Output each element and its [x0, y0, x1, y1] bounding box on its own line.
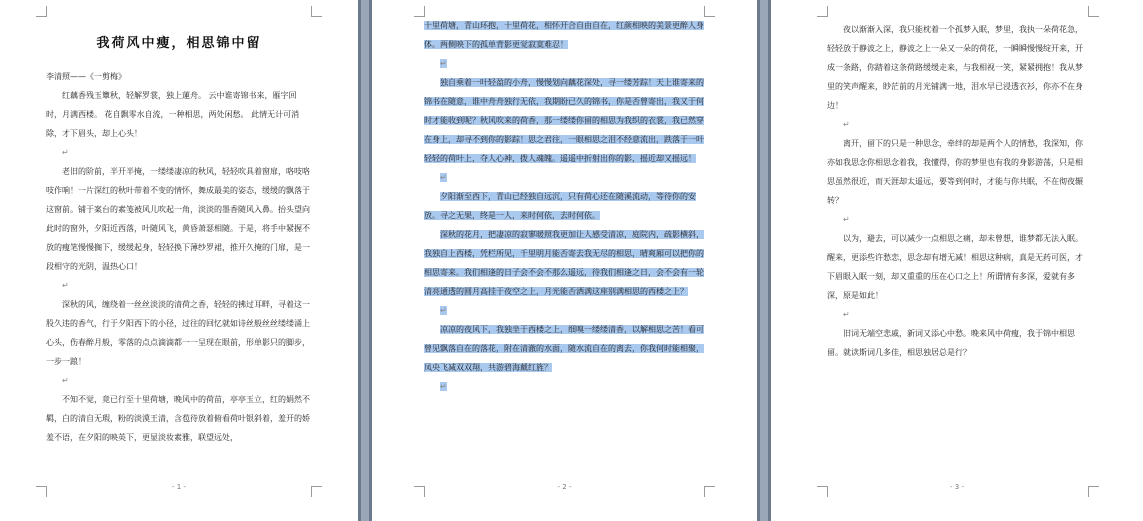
paragraph[interactable] [424, 73, 705, 168]
crop-mark [36, 6, 47, 17]
empty-paragraph[interactable]: ↵ [440, 59, 447, 68]
paragraph-text: 十里荷塘，青山环抱，十里荷花，相怀开合自由自在，红颜相映的美景更醉人身体。两侧映下的孤单背影更觉寂寞难忍！ [424, 21, 704, 49]
paragraph[interactable] [46, 295, 312, 371]
page-gap [358, 0, 372, 521]
paragraph[interactable] [46, 162, 312, 276]
document-page-3[interactable] [771, 0, 1143, 521]
empty-paragraph[interactable]: ↵ [843, 310, 850, 319]
empty-paragraph[interactable]: ↵ [440, 306, 447, 315]
document-page-1[interactable] [0, 0, 358, 521]
paragraph[interactable] [424, 16, 705, 54]
paragraph[interactable] [46, 67, 312, 86]
empty-paragraph[interactable]: ↵ [843, 215, 850, 224]
paragraph-text: 深秋的风，缠绕着一丝丝淡淡的清荷之香，轻轻的拂过耳畔，寻着这一股久违的香气，行于夕阳西下的小径，过往的回忆就如诗丝般丝丝缕缕涌上心头，伤春醉月般，零落的点点滴滴都一一呈现在眼前，形单影只的脚步，一步一踉！ [46, 300, 310, 366]
empty-paragraph[interactable]: ↵ [62, 376, 69, 385]
document-page-2[interactable] [372, 0, 757, 521]
paragraph[interactable] [827, 324, 1089, 362]
paragraph-text: 深秋的花月，把凄凉的寂寥暖照我更加让人感受清凉，庭院内，疏影横斜，我独自上西楼，凭栏所见，千里明月能否寄去我无尽的相思，晴爽厢可以把你的相思寄来。我们相逢的日子会不会不那么遥远，待我们相逢之日，会不会有一轮清亮通透的圆月高挂于夜空之上，月光能否洒满这座别满相思的西楼之上？ [424, 230, 704, 296]
paragraph-text: 以为，避去，可以减少一点相思之痛，却未曾想，谁梦都无法入眠。醒来，更添些许愁恋，思念却有增无减！相思这种病，真是无药可医，才下眉眼入眠一刻，却又重重的压在心口之上！所谓情有多深，爱就有多深，原是如此！ [827, 234, 1083, 300]
crop-mark [311, 6, 322, 17]
page-number: - 1 - [172, 483, 186, 491]
empty-paragraph[interactable]: ↵ [62, 148, 69, 157]
page-number: - 3 - [950, 483, 964, 491]
paragraph-text: 夜以渐渐入深，我只能枕着一个孤梦入眠，梦里，我执一朵荷花急，轻轻放于静波之上，静波之上一朵又一朵的荷花，一瞬瞬慢慢绽开来，开成一条路，你踏着这条荷路缓缓走来，与我相视一笑，紧紧拥抱！我从梦里的笑声醒来，眇茫前的月光铺满一地，泪水早已浸透衣衫，你亦不在身边！ [827, 25, 1083, 110]
paragraph[interactable] [424, 320, 705, 377]
empty-paragraph[interactable]: ↵ [843, 120, 850, 129]
paragraph[interactable] [827, 229, 1089, 305]
paragraph-text: 夕阳渐至西下，青山已经独自远沉，只有荷心还在随溪流动，等待你的安放。寻之无果，终是一人，来时何依，去时何依。 [424, 192, 696, 220]
empty-paragraph[interactable]: ↵ [62, 281, 69, 290]
empty-paragraph[interactable]: ↵ [440, 173, 447, 182]
paragraph-text: 独自乘着一叶轻盈的小舟，慢慢划向藕花深处，寻一缕芳踪！天上谁寄来的锦书在随意，谁中舟舟独行无依，我期盼已久的锦书，你是否曾寄出，我又于何时才能收到呢？秋风吹来的荷香，那一缕缕你留的相思为我织的衣裳，我已然穿在身上，却寻不到你的影踪！思之君往，一眼相思之泪不经意流出，跌落于一叶轻轻的荷叶上，夺人心神，拨人魂魄。遥遥中折射出你的影，摇近却又摇远！ [424, 78, 704, 163]
paragraph[interactable] [46, 86, 312, 143]
crop-mark [1088, 6, 1099, 17]
paragraph-text: 李清照——《一剪梅》 [46, 72, 126, 81]
page-content[interactable] [46, 26, 312, 481]
paragraph[interactable] [827, 20, 1089, 115]
page-content[interactable] [424, 16, 705, 481]
crop-mark [704, 6, 715, 17]
paragraph-text: 老旧的阶前，半开半掩，一缕缕凄凉的秋风，轻轻吹具着窗扉，咯吱咯吱作响！一片深红的秋叶带着不变的情怀，舞成最美的姿态，缓缓的飘落于这窗前。铺于案台的素笺被风儿吹起一角，淡淡的墨香随风入鼻。抬头望向此时的窗外，夕阳近西落，叶随风飞，黄昏萧瑟相随。于是，将手中紧握不放的瘦笔慢慢搁下，缓缓起身，轻轻换下薄纱罗裙，推开久掩的门扉，是一段相守的光阴，温热心口！ [46, 167, 310, 271]
page-gap [757, 0, 771, 521]
paragraph-text: 离开，留下的只是一种思念，牵绊的却是两个人的情愁，我深知，你亦如我思念你相思念着我，我懂得，你的梦里也有我的身影游荡，只是相思虽然很近，而天涯却太遥远，要等到何时，才能与你共眠，不在彻夜辗转？ [827, 139, 1083, 205]
page-content[interactable] [827, 20, 1089, 481]
page-number: - 2 - [557, 483, 572, 491]
paragraph[interactable] [46, 390, 312, 447]
paragraph[interactable] [827, 134, 1089, 210]
paragraph[interactable] [424, 187, 705, 225]
paragraph-text: 旧词无端空悲戚，新词又添心中愁。晚来风中荷瘦，我于锦中相思留。就读斯词几多佳，相思独居总是行？ [827, 329, 1075, 357]
empty-paragraph[interactable]: ↵ [440, 382, 447, 391]
document-title: 我荷风中瘦，相思锦中留 [96, 36, 262, 51]
paragraph[interactable] [424, 225, 705, 301]
paragraph-text: 不知不觉，竟已行至十里荷塘，晚风中的荷苗，亭亭玉立，红的娟然不羁，白的清自无瑕，粉的淡漠王清，含苞待放着俯看荷叶银斜着，羞开的娇羞不语，在夕阳的映英下，更显淡妆素雅，联望远处， [46, 395, 310, 442]
paragraph-text: 红藕香残玉簟秋，轻解罗裳，独上蓮舟。 云中谁寄锦书来，雁字回时，月满西楼。 花自飘零水自流，一种相思，两处闲愁。 此情无计可消除，才下眉头，却上心头！ [46, 91, 300, 138]
crop-mark [817, 6, 828, 17]
paragraph-text: 凉凉的夜风下，我独坐于西楼之上，细嗅一缕缕清香，以解相思之苦！看可曾见飘落自在的落花，附在清澈的水面，随水流自在的离去，你我何时能相聚，凤央飞减双双翔，共游碧海戴红旌？ [424, 325, 704, 372]
